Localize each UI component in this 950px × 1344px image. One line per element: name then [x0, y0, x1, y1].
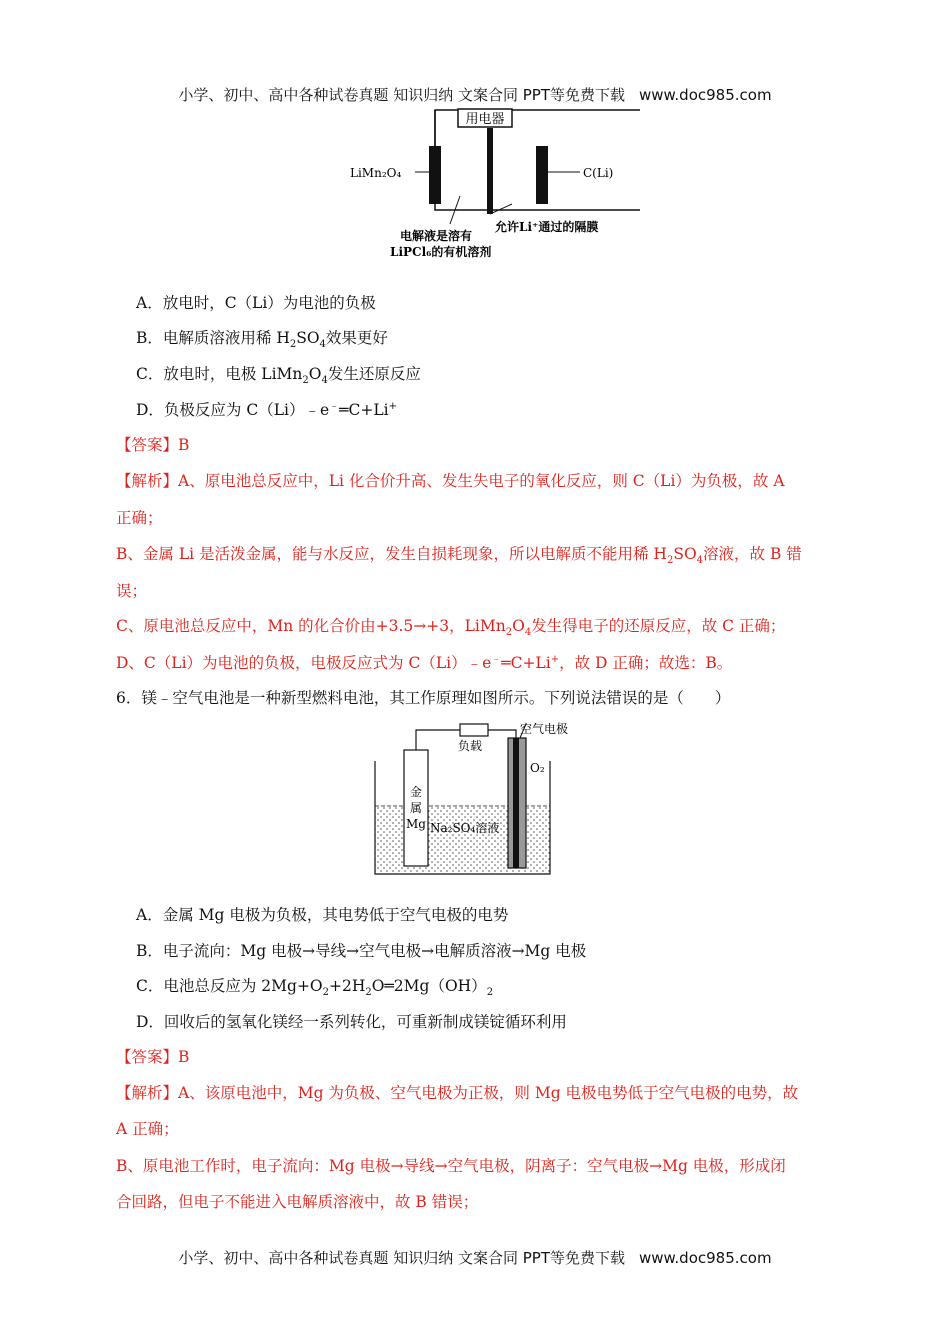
air-electrode-label: 空气电极 [520, 722, 569, 736]
left-electrode-label: LiMn₂O₄ [350, 166, 402, 180]
q5-option-c: C．放电时，电极 $LiMn_2O_4$发生还原反应 [136, 365, 421, 387]
load-resistor [460, 724, 488, 736]
header-url[interactable]: www.doc985.com [638, 86, 772, 104]
load-label: 负载 [458, 739, 483, 753]
q5-option-a: A．放电时，C（Li）为电池的负极 [136, 294, 376, 312]
q5-explanation-d: D、C（Li）为电池的负极，电极反应式为 C（Li）﹣e﹣═C+Li+，故 D 正确；故选：B。 [116, 654, 733, 673]
q5-explanation-a: 【解析】A、原电池总反应中，Li 化合价升高、发生失电子的氧化反应，则 C（Li）为负极，故 A [116, 472, 785, 490]
footer-url[interactable]: www.doc985.com [638, 1249, 772, 1267]
lithium-battery-diagram [340, 106, 640, 266]
metal-label-1: 金 [409, 785, 423, 799]
q6-stem: 6．镁﹣空气电池是一种新型燃料电池，其工作原理如图所示。下列说法错误的是（ ） [116, 689, 731, 707]
q6-option-a: A．金属 Mg 电极为负极，其电势低于空气电极的电势 [136, 906, 509, 924]
load-label: 用电器 [465, 112, 505, 127]
metal-label-3: Mg [406, 817, 426, 831]
q6-answer: 【答案】B [116, 1048, 190, 1066]
header-text: 小学、初中、高中各种试卷真题 知识归纳 文案合同 PPT等免费下载 [178, 86, 625, 104]
q5-explanation-a-cont: 正确； [116, 509, 163, 527]
q6-option-c: C．电池总反应为 $2Mg+O_2+2H_2O═2Mg(OH)_2$ [136, 977, 494, 999]
q6-explanation-b: B、原电池工作时，电子流向：Mg 电极→导线→空气电极，阴离子：空气电极→Mg 电极，形成闭 [116, 1157, 786, 1175]
q6-explanation-a: 【解析】A、该原电池中，Mg 为负极、空气电极为正极，则 Mg 电极电势低于空气电极的电势，故 [116, 1084, 799, 1102]
q5-option-b: B．电解质溶液用稀 $H_2SO_4$效果更好 [136, 329, 388, 351]
q5-explanation-b: B、金属 Li 是活泼金属，能与水反应，发生自损耗现象，所以电解质不能用稀 $H_2SO_4$溶液，故 B 错 [116, 545, 802, 567]
footer-text: 小学、初中、高中各种试卷真题 知识归纳 文案合同 PPT等免费下载 [178, 1249, 625, 1267]
metal-label-2: 属 [409, 801, 423, 815]
q5-explanation-b-cont: 误； [116, 582, 148, 600]
membrane [487, 128, 493, 214]
left-electrode [429, 146, 441, 204]
q5-explanation-c: C、原电池总反应中，Mn 的化合价由+3.5→+3，$LiMn_2O_4$发生得电子的还原反应，故 C 正确； [116, 617, 786, 639]
q6-explanation-b-cont: 合回路，但电子不能进入电解质溶液中，故 B 错误； [116, 1193, 479, 1211]
q5-answer: 【答案】B [116, 436, 190, 454]
page-footer [0, 1247, 950, 1268]
mg-air-battery-diagram [370, 716, 590, 884]
electrolyte-label-2: LiPCl₆的有机溶剂 [390, 245, 492, 259]
q6-explanation-a-cont: A 正确； [116, 1120, 179, 1138]
o2-label: O₂ [530, 761, 545, 775]
solution-label: Na₂SO₄溶液 [430, 821, 500, 835]
q6-option-d: D．回收后的氢氧化镁经一系列转化，可重新制成镁锭循环利用 [136, 1013, 567, 1031]
page-header [0, 84, 950, 105]
right-electrode-label: C(Li) [583, 166, 614, 180]
electrolyte-label-1: 电解液是溶有 [400, 229, 473, 243]
right-electrode [536, 146, 548, 204]
q6-option-b: B．电子流向：Mg 电极→导线→空气电极→电解质溶液→Mg 电极 [136, 942, 587, 960]
q5-option-d: D．负极反应为 C（Li）﹣e﹣═C+Li+ [136, 401, 397, 420]
membrane-label: 允许Li⁺通过的隔膜 [495, 220, 599, 234]
